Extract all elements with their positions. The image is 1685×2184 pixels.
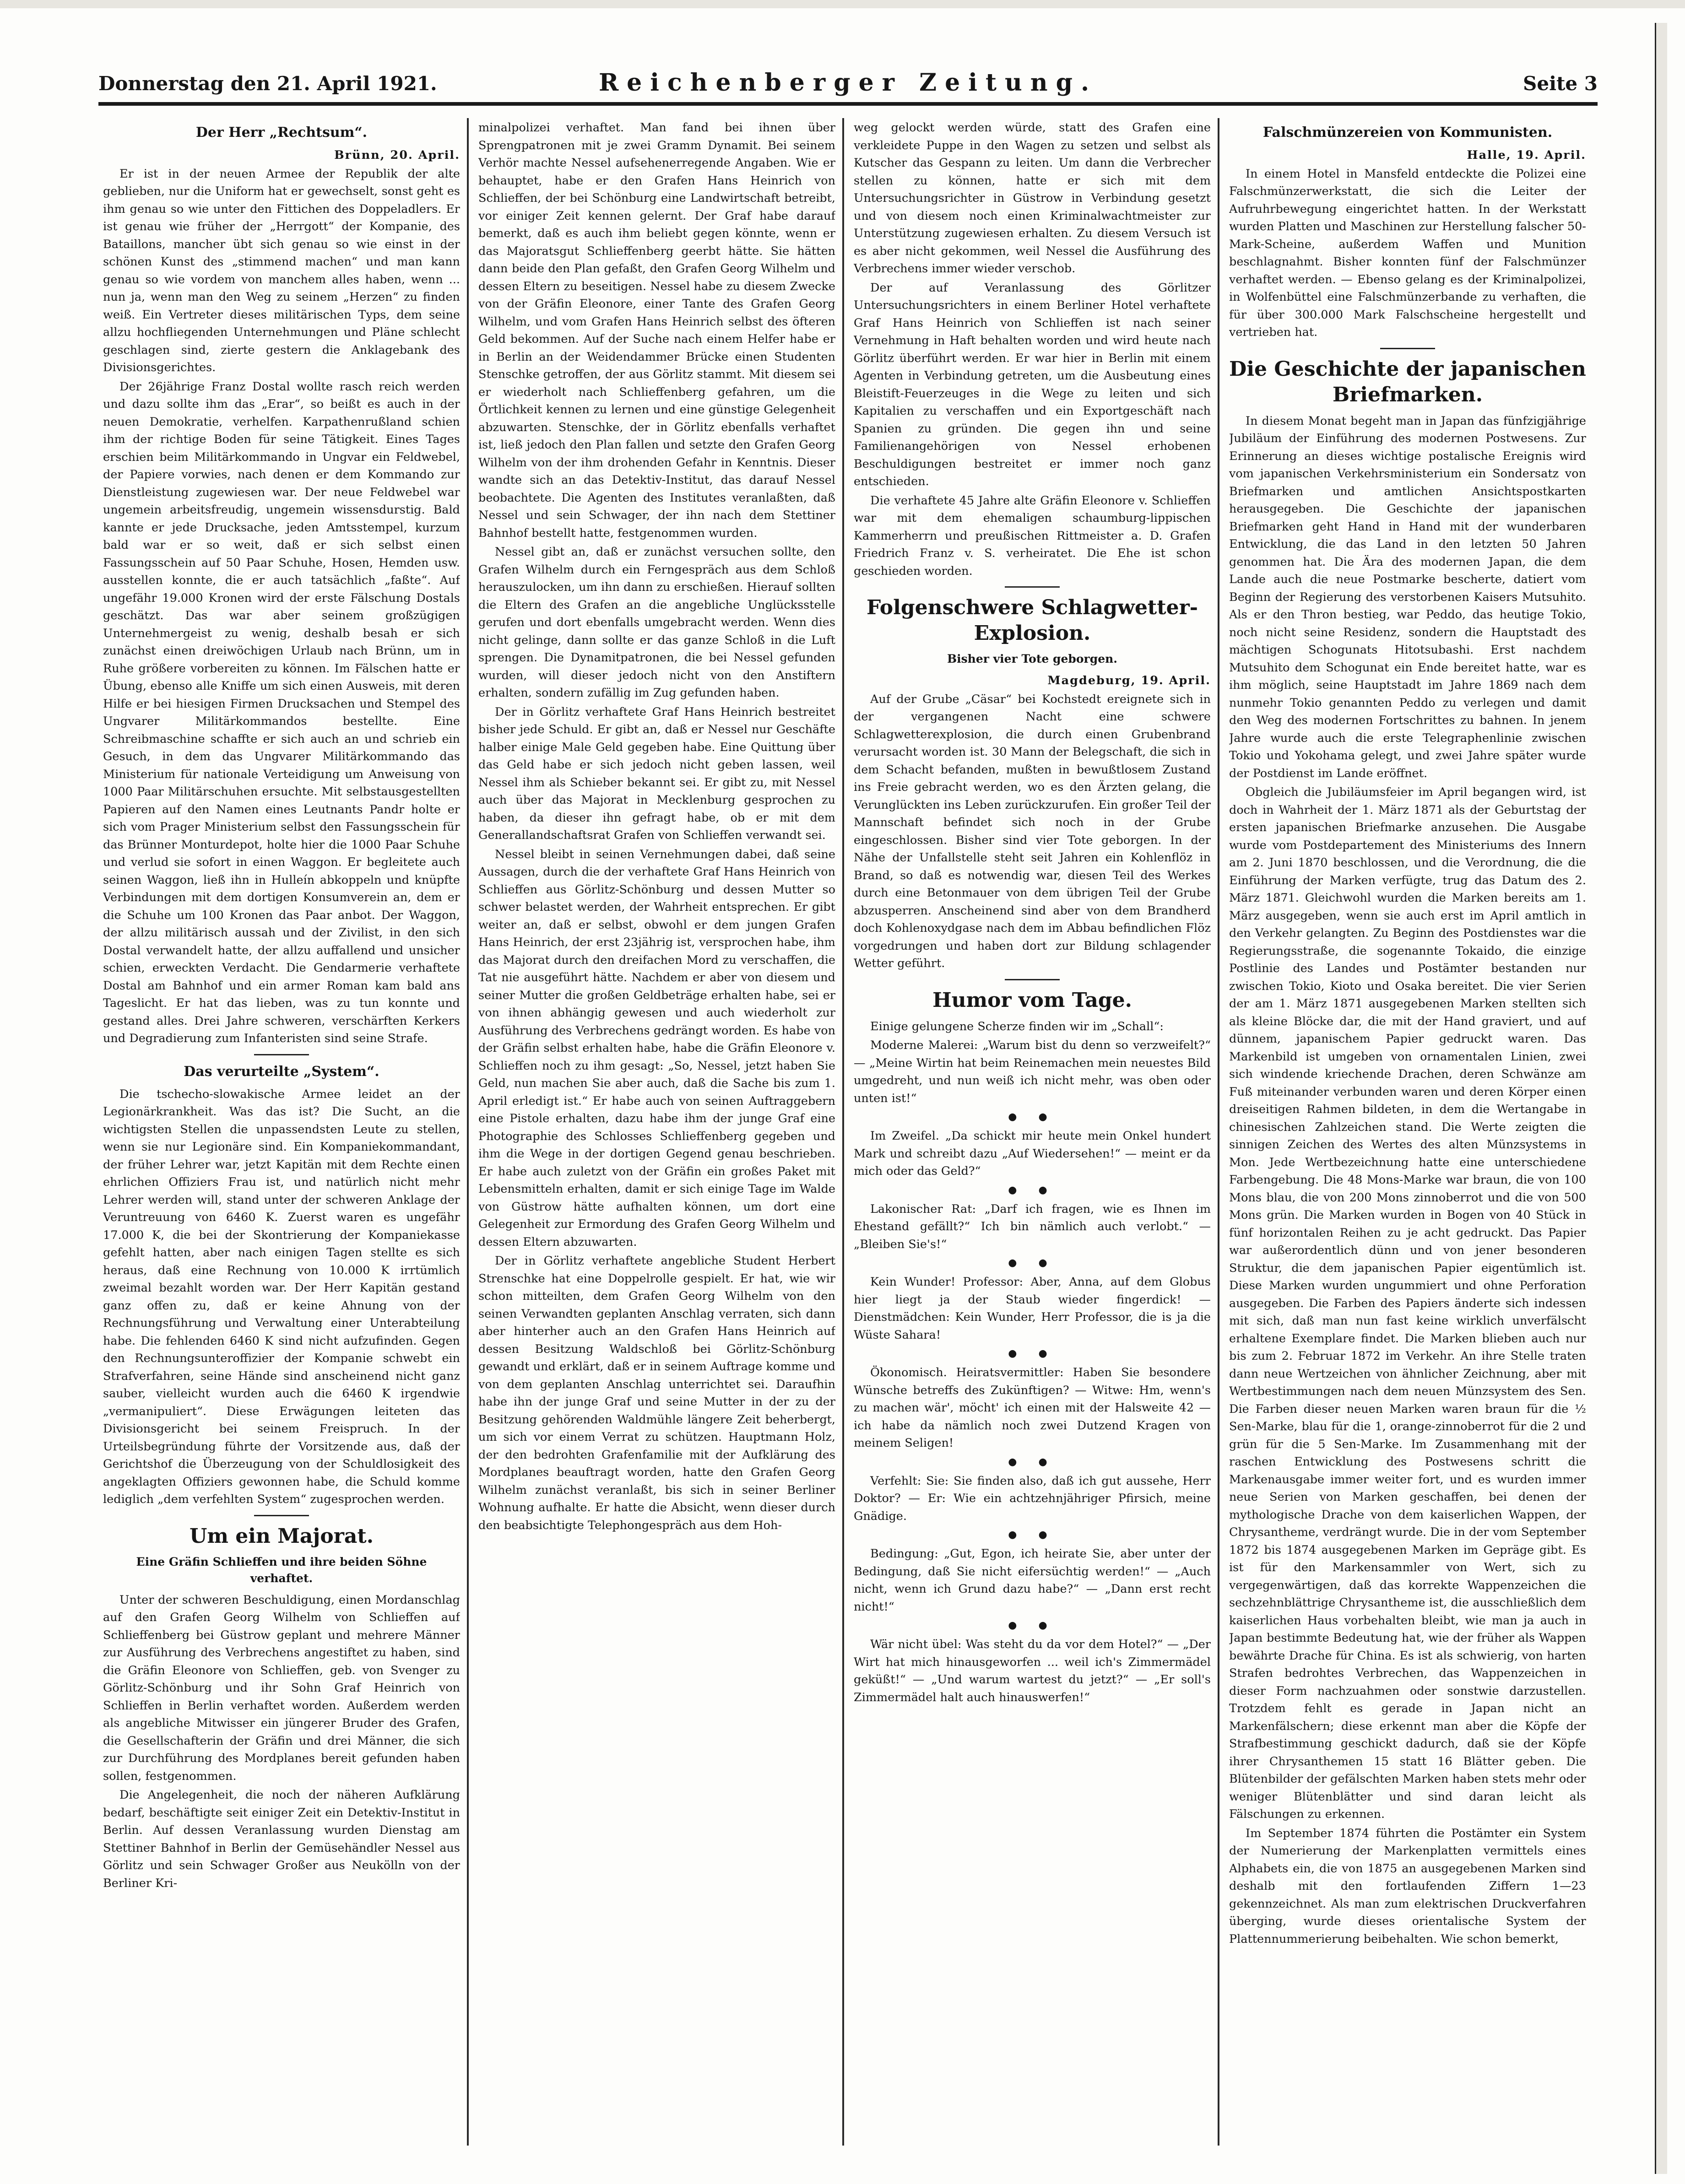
paragraph: Im September 1874 führten die Postämter ein System der Numerierung der Markenplatten vermittels eines Alphabets ein, die von 1875 an ausgegebenen Marken sind deshalb mit den fortlaufenden Ziffern 1—23 gekennzeichnet. Als man zum elektrischen Druckverfahren überging, wurde dieses orientalische System der Plattennummerierung beibehalten. Wie schon bemerkt, xyxy=(1229,1826,1586,1946)
joke: Bedingung: „Gut, Egon, ich heirate Sie, aber unter der Bedingung, daß Sie nicht eifersüchtig werden!“ — „Auch nicht, wenn ich Grund dazu habe?“ — „Dann erst recht nicht!“ xyxy=(854,1547,1211,1614)
scan-edge-top xyxy=(0,0,1685,8)
page-number: Seite 3 xyxy=(1523,72,1598,95)
article-heading: Falschmünzereien von Kommunisten. xyxy=(1262,124,1553,141)
asterism: ● ● xyxy=(1008,1184,1057,1196)
column-2 xyxy=(478,119,835,2142)
paragraph: Die Angelegenheit, die noch der näheren Aufklärung bedarf, beschäftigte seit einiger Zeit ein Detektiv-Institut in Berlin. Auf dessen Veranlassung wurden Dienstag am Stettiner Bahnhof in Berlin der Gemüsehändler Nessel aus Görlitz und sein Schwager Großer aus Neukölln von der Berliner Kri- xyxy=(103,1788,460,1890)
paragraph: Der in Görlitz verhaftete Graf Hans Heinrich bestreitet bisher jede Schuld. Er gibt an, daß er Nessel nur Geschäfte halber einige Male Geld gegeben habe. Eine Quittung über das Geld habe er sich jedoch nicht geben lassen, weil Nessel ihm als Schieber bekannt sei. Er gibt zu, mit Nessel auch über das Majorat in Mecklenburg gesprochen zu haben, da dieser ihn gefragt habe, ob er mit dem Generallandschaftsrat Grafen von Schlieffen verwandt sei. xyxy=(478,705,835,842)
separator xyxy=(1005,586,1060,588)
dateline: Magdeburg, 19. April. xyxy=(1047,674,1211,687)
paragraph: In einem Hotel in Mansfeld entdeckte die Polizei eine Falschmünzerwerkstatt, die sich die Leiter der Aufruhrbewegung eingerichtet hatten. In der Werkstatt wurden Platten und Maschinen zur Herstellung falscher 50-Mark-Scheine, außerdem Waffen und Munition beschlagnahmt. Bisher konnten fünf der Falschmünzer verhaftet werden. — Ebenso gelang es der Kriminalpolizei, in Wolfenbüttel eine Falschmünzerbande zu verhaften, die für über 300.000 Mark Falschscheine hergestellt und vertrieben hat. xyxy=(1229,167,1586,339)
asterism: ● ● xyxy=(1008,1111,1057,1123)
asterism: ● ● xyxy=(1008,1620,1057,1631)
paragraph: Einige gelungene Scherze finden wir im „Schall“: xyxy=(870,1019,1164,1033)
paragraph: minalpolizei verhaftet. Man fand bei ihnen über Sprengpatronen mit je zwei Gramm Dynamit. Bei seinem Verhör machte Nessel aufsehenerregende Angaben. Wie er behauptet, habe er den Grafen Hans Heinrich von Schlieffen, der bei Schönburg eine Landwirtschaft betreibt, vor einiger Zeit kennen gelernt. Der Graf habe darauf bemerkt, daß es auch ihm beliebt gegen könnte, wenn er das Majoratsgut Schlieffenberg geerbt hätte. Sie hätten dann beide den Plan gefaßt, den Grafen Georg Wilhelm und dessen Eltern zu beseitigen. Nessel habe zu diesem Zwecke von der Gräfin Eleonore, einer Tante des Grafen Georg Wilhelm, und vom Grafen Hans Heinrich selbst des öfteren Geld bekommen. Auf der Suche nach einem Helfer habe er in Berlin an der Weidendammer Brücke einen Studenten Stenschke getroffen, der aus Görlitz stammt. Mit diesem sei er wiederholt nach Schlieffenberg gefahren, um die Örtlichkeit kennen zu lernen und eine günstige Gelegenheit abzuwarten. Stenschke, der in Görlitz ebenfalls verhaftet ist, ließ jedoch den Plan fallen und setzte den Grafen Georg Wilhelm von der ihm drohenden Gefahr in Kenntnis. Dieser wandte sich an das Detektiv-Institut, das darauf Nessel beobachtete. Die Agenten des Institutes veranlaßten, daß Nessel und sein Schwager, der ihn nach dem Stettiner Bahnhof bestellt hatte, festgenommen wurden. xyxy=(478,121,835,540)
article-heading: Der Herr „Rechtsum“. xyxy=(195,124,368,141)
asterism: ● ● xyxy=(1008,1257,1057,1269)
dateline: Halle, 19. April. xyxy=(1467,148,1586,162)
paragraph: Unter der schweren Beschuldigung, einen Mordanschlag auf den Grafen Georg Wilhelm von Schlieffen auf Schlieffenberg bei Güstrow geplant und mehrere Männer zur Ausführung des Verbrechens angestiftet zu haben, sind die Gräfin Eleonore von Schlieffen, geb. von Svenger zu Görlitz-Schönburg und ihr Sohn Graf Heinrich von Schlieffen in Berlin verhaftet worden. Außerdem werden als angebliche Mitwisser ein jüngerer Bruder des Grafen, die Gesellschafterin der Gräfin und drei Männer, die sich zur Durchführung des Mordplanes bereit gefunden haben sollen, festgenommen. xyxy=(103,1593,460,1783)
paragraph: weg gelockt werden würde, statt des Grafen eine verkleidete Puppe in den Wagen zu setzen und selbst als Kutscher das Gespann zu leiten. Um dann die Verbrecher stellen zu können, hatte er sich mit dem Untersuchungsrichter in Güstrow in Verbindung gesetzt und von diesem noch einen Kriminalwachtmeister zur Unterstützung zugewiesen erhalten. Zu diesem Versuch ist es aber nicht gekommen, weil Nessel die Ausführung des Verbrechens immer wieder verschob. xyxy=(854,121,1211,276)
column-rule xyxy=(467,118,469,2146)
paragraph: Die verhaftete 45 Jahre alte Gräfin Eleonore v. Schlieffen war mit dem ehemaligen schaumburg-lippischen Kammerherrn und preußischen Rittmeister a. D. Grafen Friedrich Franz v. S. verheiratet. Die Ehe ist schon geschieden worden. xyxy=(854,493,1211,578)
asterism: ● ● xyxy=(1008,1456,1057,1468)
column-3 xyxy=(854,119,1211,2142)
paragraph: Nessel gibt an, daß er zunächst versuchen sollte, den Grafen Wilhelm durch ein Ferngespräch aus dem Schloß herauszulocken, um ihn dann zu erschießen. Hierauf sollten die Eltern des Grafen an die angebliche Unglücksstelle gerufen und dort ebenfalls umgebracht werden. Wenn dies nicht gelinge, dann sollte er das ganze Schloß in die Luft sprengen. Die Dynamitpatronen, die bei Nessel gefunden wurden, will dieser jedoch nicht von den Anstiftern erhalten, sondern zufällig im Zug gefunden haben. xyxy=(478,545,835,700)
joke: Ökonomisch. Heiratsvermittler: Haben Sie besondere Wünsche betreffs des Zukünftigen? — Witwe: Hm, wenn's zu machen wär', möcht' ich einen mit der Halsweite 42 — ich habe da nämlich noch zwei Dutzend Kragen von meinem Seligen! xyxy=(854,1366,1211,1450)
paragraph: Der 26jährige Franz Dostal wollte rasch reich werden und dazu sollte ihm das „Erar“, so beißt es auch in der neuen Demokratie, verhelfen. Karpathenrußland schien ihm der richtige Boden für seine Tätigkeit. Eines Tages erschien beim Militärkommando in Ungvar ein Feldwebel, der Papiere vorwies, nach denen er dem Kommando zur Dienstleistung zugewiesen war. Der neue Feldwebel war ungemein arbeitsfreudig, ungemein wissensdurstig. Bald kannte er jede Drucksache, jeden Amtsstempel, kurzum bald war er so weit, daß er sich selbst einen Fassungsschein auf 50 Paar Schuhe, Hosen, Hemden usw. ausstellen konnte, die er auch tatsächlich „faßte“. Auf ungefähr 19.000 Kronen wird der erste Fälschung Dostals geschätzt. Das war aber seinem großzügigen Unternehmergeist zu wenig, deshalb besah er sich zunächst einen dreiwöchigen Urlaub nach Brünn, um in Ruhe größere vorbereiten zu können. Im Fälschen hatte er Übung, ebenso alle Kniffe um sich einen Ausweis, mit deren Hilfe er bei hiesigen Firmen Drucksachen und Stempel des Ungvarer Militärkommandos bestellte. Eine Schreibmaschine schaffte er sich auch an und schrieb ein Gesuch, in dem das Ungvarer Militärkommando das Ministerium für nationale Verteidigung um Anweisung von 1000 Paar Militärschuhen ersuchte. Mit selbstausgestellten Papieren auf den Namen eines Leutnants Pandr holte er sich vom Prager Ministerium selbst den Fassungsschein für das Brünner Monturdepot, holte hier die 1000 Paar Schuhe und verlud sie sofort in einen Waggon. Er begleitete auch seinen Waggon, ließ ihn in Hulleín abkoppeln und knüpfte Verbindungen mit dem dortigen Konsumverein an, dem er die Schuhe um 100 Kronen das Paar anbot. Der Waggon, der allzu militärisch aussah und der Zivilist, in den sich Dostal verwandelt hatte, der allzu auffallend und unsicher schien, erweckten Verdacht. Die Gendarmerie verhaftete Dostal am Bahnhof und ein armer Roman kam bald ans Tageslicht. Er hat das lieben, was zu tun konnte und gestand alles. Drei Jahre schweren, verschärften Kerkers und Degradierung zum Infanteristen sind seine Strafe. xyxy=(103,379,460,1045)
article-subheading: Eine Gräfin Schlieffen und ihre beiden Söhne verhaftet. xyxy=(136,1555,427,1585)
paragraph: Auf der Grube „Cäsar“ bei Kochstedt ereignete sich in der vergangenen Nacht eine schwere Schlagwetterexplosion, die durch einen Grubenbrand verursacht worden ist. 30 Mann der Belegschaft, die sich in dem Schacht befanden, mußten in bewußtlosem Zustand ins Freie gebracht werden, wo es den Ärzten gelang, die Verunglückten ins Leben zurückzurufen. Ein großer Teil der Mannschaft befindet sich noch in der Grube eingeschlossen. Bisher sind vier Tote geborgen. In der Nähe der Unfallstelle steht seit Jahren ein Kohlenflöz in Brand, so daß es notwendig war, diesen Teil des Werkes durch eine Betonmauer von dem übrigen Teil der Grube abzusperren. Anscheinend sind aber von dem Brandherd doch Kohlenoxydgase nach dem im Abbau befindlichen Flöz vorgedrungen und haben dort zur Bildung schlagender Wetter geführt. xyxy=(854,692,1211,970)
asterism: ● ● xyxy=(1008,1529,1057,1541)
article-heading: Die Geschichte der japanischen Briefmarken. xyxy=(1229,357,1586,406)
paragraph: Nessel bleibt in seinen Vernehmungen dabei, daß seine Aussagen, durch die der verhaftete Graf Hans Heinrich von Schlieffen aus Görlitz-Schönburg und dessen Mutter so schwer belastet werden, der Wahrheit entsprechen. Er gibt weiter an, daß er selbst, obwohl er dem jungen Grafen Hans Heinrich, der erst 23jährig ist, versprochen habe, ihm das Majorat durch den dreifachen Mord zu verschaffen, die Tat nie ausgeführt hätte. Nachdem er aber von diesem und seiner Mutter die großen Geldbeträge erhalten habe, sei er von ihnen abhängig gewesen und auch wiederholt zur Ausführung des Verbrechens gedrängt worden. Es habe von der Gräfin selbst erhalten habe, habe die Gräfin Eleonore v. Schlieffen noch zu ihm gesagt: „So, Nessel, jetzt haben Sie Geld, nun machen Sie aber auch, daß die Sache bis zum 1. April erledigt ist.“ Er habe auch von seinen Auftraggebern eine Pistole erhalten, dazu habe ihm der junge Graf eine Photographie des Schlosses Schlieffenberg gegeben und ihm die Wege in der dortigen Gegend genau beschrieben. Er habe auch zuletzt von der Gräfin ein großes Paket mit Lebensmitteln erhalten, damit er sich einige Tage im Walde von Güstrow hätte aufhalten können, um dort eine Gelegenheit zur Ermordung des Grafen Georg Wilhelm und dessen Eltern abzuwarten. xyxy=(478,847,835,1249)
column-4 xyxy=(1229,119,1586,2142)
article-subheading: Bisher vier Tote geborgen. xyxy=(947,652,1117,665)
article-heading: Folgenschwere Schlagwetter-Explosion. xyxy=(866,596,1198,645)
column-1 xyxy=(103,119,460,2142)
issue-date: Donnerstag den 21. April 1921. xyxy=(98,72,437,95)
paragraph: Der in Görlitz verhaftete angebliche Student Herbert Strenschke hat eine Doppelrolle gespielt. Er hat, wie wir schon mitteilten, dem Grafen Georg Wilhelm von den seinen Verwandten geplanten Anschlag verraten, sich dann aber hinterher auch an den Grafen Hans Heinrich auf dessen Besitzung Waldschloß bei Görlitz-Schönburg gewandt und erklärt, daß er in seinem Auftrage komme und von dem geplanten Anschlag unterrichtet sei. Daraufhin habe ihn der junge Graf und seine Mutter in der zu der Besitzung gehörenden Waldmühle längere Zeit beherbergt, um sich vor einem Verrat zu schützen. Hauptmann Holz, der den bedrohten Grafenfamilie mit der Aufklärung des Mordplanes beauftragt worden, hatte den Grafen Georg Wilhelm zunächst veranlaßt, bis sich in seiner Berliner Wohnung aufhalte. Er hatte die Absicht, wenn dieser durch den beabsichtigte Telephongespräch aus dem Hoh- xyxy=(478,1254,835,1532)
paragraph: Die tschecho-slowakische Armee leidet an der Legionärkrankheit. Was das ist? Die Sucht, an die wichtigsten Stellen die unpassendsten Leute zu stellen, wenn sie nur Legionäre sind. Ein Kompaniekommandant, der früher Lehrer war, jetzt Kapitän mit dem Rechte einen ehrlichen Offiziers Frau ist, und natürlich nicht mehr Lehrer werden will, stand unter der schweren Anklage der Veruntreuung von 6460 K. Zuerst waren es ungefähr 17.000 K, die bei der Skontrierung der Kompaniekasse gefehlt hatten, aber nach einigen Tagen stellte es sich heraus, daß eine Rechnung von 10.000 K irrtümlich zweimal bezahlt worden war. Der Herr Kapitän gestand ganz offen zu, daß er keine Ahnung von der Rechnungsführung und Verwaltung einer Unterabteilung habe. Die fehlenden 6460 K sind nicht aufzufinden. Gegen den Rechnungsunteroffizier der Kompanie schwebt ein Strafverfahren, seine Hände sind anscheinend nicht ganz sauber, vielleicht wurden auch die 6460 K irgendwie „vermanipuliert“. Diese Erwägungen leiteten das Divisionsgericht bei seinem Freispruch. In der Urteilsbegründung führte der Vorsitzende aus, daß der Gerichtshof die Überzeugung von der Schuldlosigkeit des angeklagten Offiziers gewonnen habe, die Schuld komme lediglich „dem verfehlten System“ zugesprochen werden. xyxy=(103,1087,460,1506)
joke: Moderne Malerei: „Warum bist du denn so verzweifelt?“ — „Meine Wirtin hat beim Reinemachen mein neuestes Bild umgedreht, und nun weiß ich nicht mehr, was oben oder unten ist!“ xyxy=(854,1038,1211,1105)
joke: Wär nicht übel: Was steht du da vor dem Hotel?“ — „Der Wirt hat mich hinausgeworfen ... weil ich's Zimmermädel geküßt!“ — „Und warum wartest du jetzt?“ — „Er soll's Zimmermädel halt auch hinauswerfen!“ xyxy=(854,1638,1211,1704)
separator xyxy=(254,1054,309,1055)
separator xyxy=(1005,979,1060,980)
article-heading: Das verurteilte „System“. xyxy=(184,1063,379,1080)
joke: Verfehlt: Sie: Sie finden also, daß ich gut aussehe, Herr Doktor? — Er: Wie ein achtzehnjähriger Pfirsich, meine Gnädige. xyxy=(854,1474,1211,1523)
paragraph: In diesem Monat begeht man in Japan das fünfzigjährige Jubiläum der Einführung des modernen Postwesens. Zur Erinnerung an dieses wichtige postalische Ereignis wird vom japanischen Verkehrsministerium ein Sondersatz von Briefmarken und amtlichen Ansichtspostkarten herausgegeben. Die Geschichte der japanischen Briefmarken geht Hand in Hand mit der wunderbaren Entwicklung, die das Land in den letzten 50 Jahren genommen hat. Die Ära des modernen Japan, die dem Lande auch die neue Postmarke bescherte, datiert vom Beginn der Regierung des verstorbenen Kaisers Mutsuhito. Als er den Thron bestieg, war Peddo, das heutige Tokio, noch nicht seine Residenz, sondern die Hauptstadt des mächtigen Schogunats Hitotsubashi. Erst nachdem Mutsuhito dem Schogunat ein Ende bereitet hatte, war es ihm möglich, seine Hauptstadt im Jahre 1869 nach dem nunmehr Tokio genannten Peddo zu verlegen und damit den Weg des modernen Fortschrittes zu bahnen. In jenem Jahre wurde auch die erste Telegraphenlinie zwischen Tokio und Yokohama gelegt, und zwei Jahre später wurde der Postdienst im Lande eröffnet. xyxy=(1229,414,1586,780)
article-heading: Um ein Majorat. xyxy=(189,1524,374,1548)
column-rule xyxy=(1218,118,1219,2146)
separator xyxy=(254,1515,309,1516)
joke: Lakonischer Rat: „Darf ich fragen, wie es Ihnen im Ehestand gefällt?“ Ich bin nämlich auch verlobt.“ — „Bleiben Sie's!“ xyxy=(854,1202,1211,1251)
masthead xyxy=(98,69,1598,100)
paragraph: Obgleich die Jubiläumsfeier im April begangen wird, ist doch in Wahrheit der 1. März 1871 als der Geburtstag der ersten japanischen Briefmarke anzusehen. Die Ausgabe wurde vom Postdepartement des Ministeriums des Innern am 2. Juni 1870 beschlossen, und die Verordnung, die die Einführung der Marken verfügte, trug das Datum des 2. März 1871. Gleichwohl wurden die Marken bereits am 1. März ausgegeben, wenn sie auch erst im April amtlich in den Verkehr gelangten. Zu Beginn des Postdienstes war die Regierungsstraße, die sogenannte Tokaido, die einzige Postlinie des Landes und Postämter bestanden nur zwischen Tokio, Kioto und Osaka bereitet. Die vier Serien der am 1. März 1871 ausgegebenen Marken stellten sich als kleine Blöcke dar, die mit der Hand graviert, und auf dünnem, japanischem Papier gedruckt waren. Das Markenbild ist umgeben von ornamentalen Linien, zwei sich windende kriechende Drachen, deren Schwänze am Fuß miteinander verbunden waren und deren Körper einen dreiseitigen Rahmen bildeten, in dem die Wertangabe in chinesischen Zahlzeichen stand. Die Werte zeigten die sinnigen Zeichen des Wertes des alten Münzsystems in Mon. Jede Wertbezeichnung hatte eine unterschiedene Farbengebung. Die 48 Mons-Marke war braun, die von 100 Mons blau, die von 200 Mons zinnoberrot und die von 500 Mons grün. Die Marken wurden in Bogen von 40 Stück in fünf horizontalen Reihen zu je acht gedruckt. Das Papier war außerordentlich dünn und von jener besonderen Struktur, die dem japanischen Papier eigentümlich ist. Diese Marken wurden ungummiert und ohne Perforation ausgegeben. Die Farben des Papiers änderte sich indessen mit sich, daß man nun fast keine wirklich unverfälscht erhaltene Exemplare findet. Die Marken blieben auch nur bis zum 2. Februar 1872 im Verkehr. An ihre Stelle traten dann neue Wertzeichen von ähnlicher Zeichnung, aber mit Wertbestimmungen nach dem neuen Münzsystem des Sen. Die Farben dieser neuen Marken waren braun für die ½ Sen-Marke, blau für die 1, orange-zinnoberrot für die 2 und grün für die 5 Sen-Marke. Im Zusammenhang mit der raschen Entwicklung des Postwesens schritt die Markenausgabe immer weiter fort, und es wurden immer neue Serien von Marken geschaffen, bei denen der mythologische Drache von dem kaiserlichen Wappen, der Chrysantheme, verdrängt wurde. Die in der vom September 1872 bis 1874 ausgegebenen Marken im Gepräge gibt. Es ist für den Markensammler von Wert, sich zu vergegenwärtigen, daß das korrekte Wappenzeichen die sechzehnblättrige Chrysantheme ist, die ausschließlich dem kaiserlichen Haus vorbehalten bleibt, wie man ja auch in Japan bestimmte Bedeutung hat, wie der früher als Wappen bewährte Drache für China. Es ist als schwierig, von harten Strafen bedrohtes Verbrechen, das Wappenzeichen in dieser Form nachzuahmen oder sonstwie darzustellen. Trotzdem fehlt es gerade in Japan nicht an Markenfälschern; diese erkennt man aber die Köpfe der Strafbestimmung geschickt dadurch, daß sie der Köpfe ihrer Chrysanthemen 15 statt 16 Blätter geben. Die Blütenbilder der gefälschten Marken haben stets mehr oder weniger Blütenblätter und sind daran leicht als Fälschungen zu erkennen. xyxy=(1229,785,1586,1821)
joke: Kein Wunder! Professor: Aber, Anna, auf dem Globus hier liegt ja der Staub wieder fingerdick! — Dienstmädchen: Kein Wunder, Herr Professor, die is ja die Wüste Sahara! xyxy=(854,1275,1211,1342)
scan-edge-right xyxy=(1655,23,1667,2174)
dateline: Brünn, 20. April. xyxy=(334,148,460,162)
paragraph: Der auf Veranlassung des Görlitzer Untersuchungsrichters in einem Berliner Hotel verhaftete Graf Hans Heinrich von Schlieffen ist nach seiner Vernehmung in Haft behalten worden und wird heute nach Görlitz überführt werden. Er war hier in Berlin mit einem Agenten in Verbindung getreten, um die Ausbeutung eines Bleistift-Feuerzeuges in die Wege zu leiten und sich Kapitalien zu verschaffen und ein Exportgeschäft nach Spanien zu gründen. Die gegen ihn und seine Familienangehörigen von Nessel erhobenen Beschuldigungen bestreitet er immer noch ganz entschieden. xyxy=(854,281,1211,488)
column-rule xyxy=(842,118,844,2146)
newspaper-title: Reichenberger Zeitung. xyxy=(598,69,1098,97)
asterism: ● ● xyxy=(1008,1348,1057,1359)
article-heading: Humor vom Tage. xyxy=(932,988,1132,1012)
masthead-rule xyxy=(98,102,1598,106)
paragraph: Er ist in der neuen Armee der Republik der alte geblieben, nur die Uniform hat er gewechselt, sonst geht es ihm genau so wie unter den Fittichen des Doppeladlers. Er ist genau wie früher der „Herrgott“ der Kompanie, des Bataillons, mancher übt sich genau so wie einst in der schönen Kunst des „stimmend machen“ und man kann genau so wie vordem von manchem alles haben, wenn ... nun ja, wenn man den Weg zu seinem „Herzen“ zu finden weiß. Ein Vertreter dieses militärischen Typs, dem seine allzu hochfliegenden Unternehmungen und Pläne schlecht geschlagen sind, zierte gestern die Anklagebank des Divisionsgerichtes. xyxy=(103,167,460,374)
separator xyxy=(1380,348,1435,349)
joke: Im Zweifel. „Da schickt mir heute mein Onkel hundert Mark und schreibt dazu „Auf Wiedersehen!“ — meint er da mich oder das Geld?“ xyxy=(854,1129,1211,1178)
